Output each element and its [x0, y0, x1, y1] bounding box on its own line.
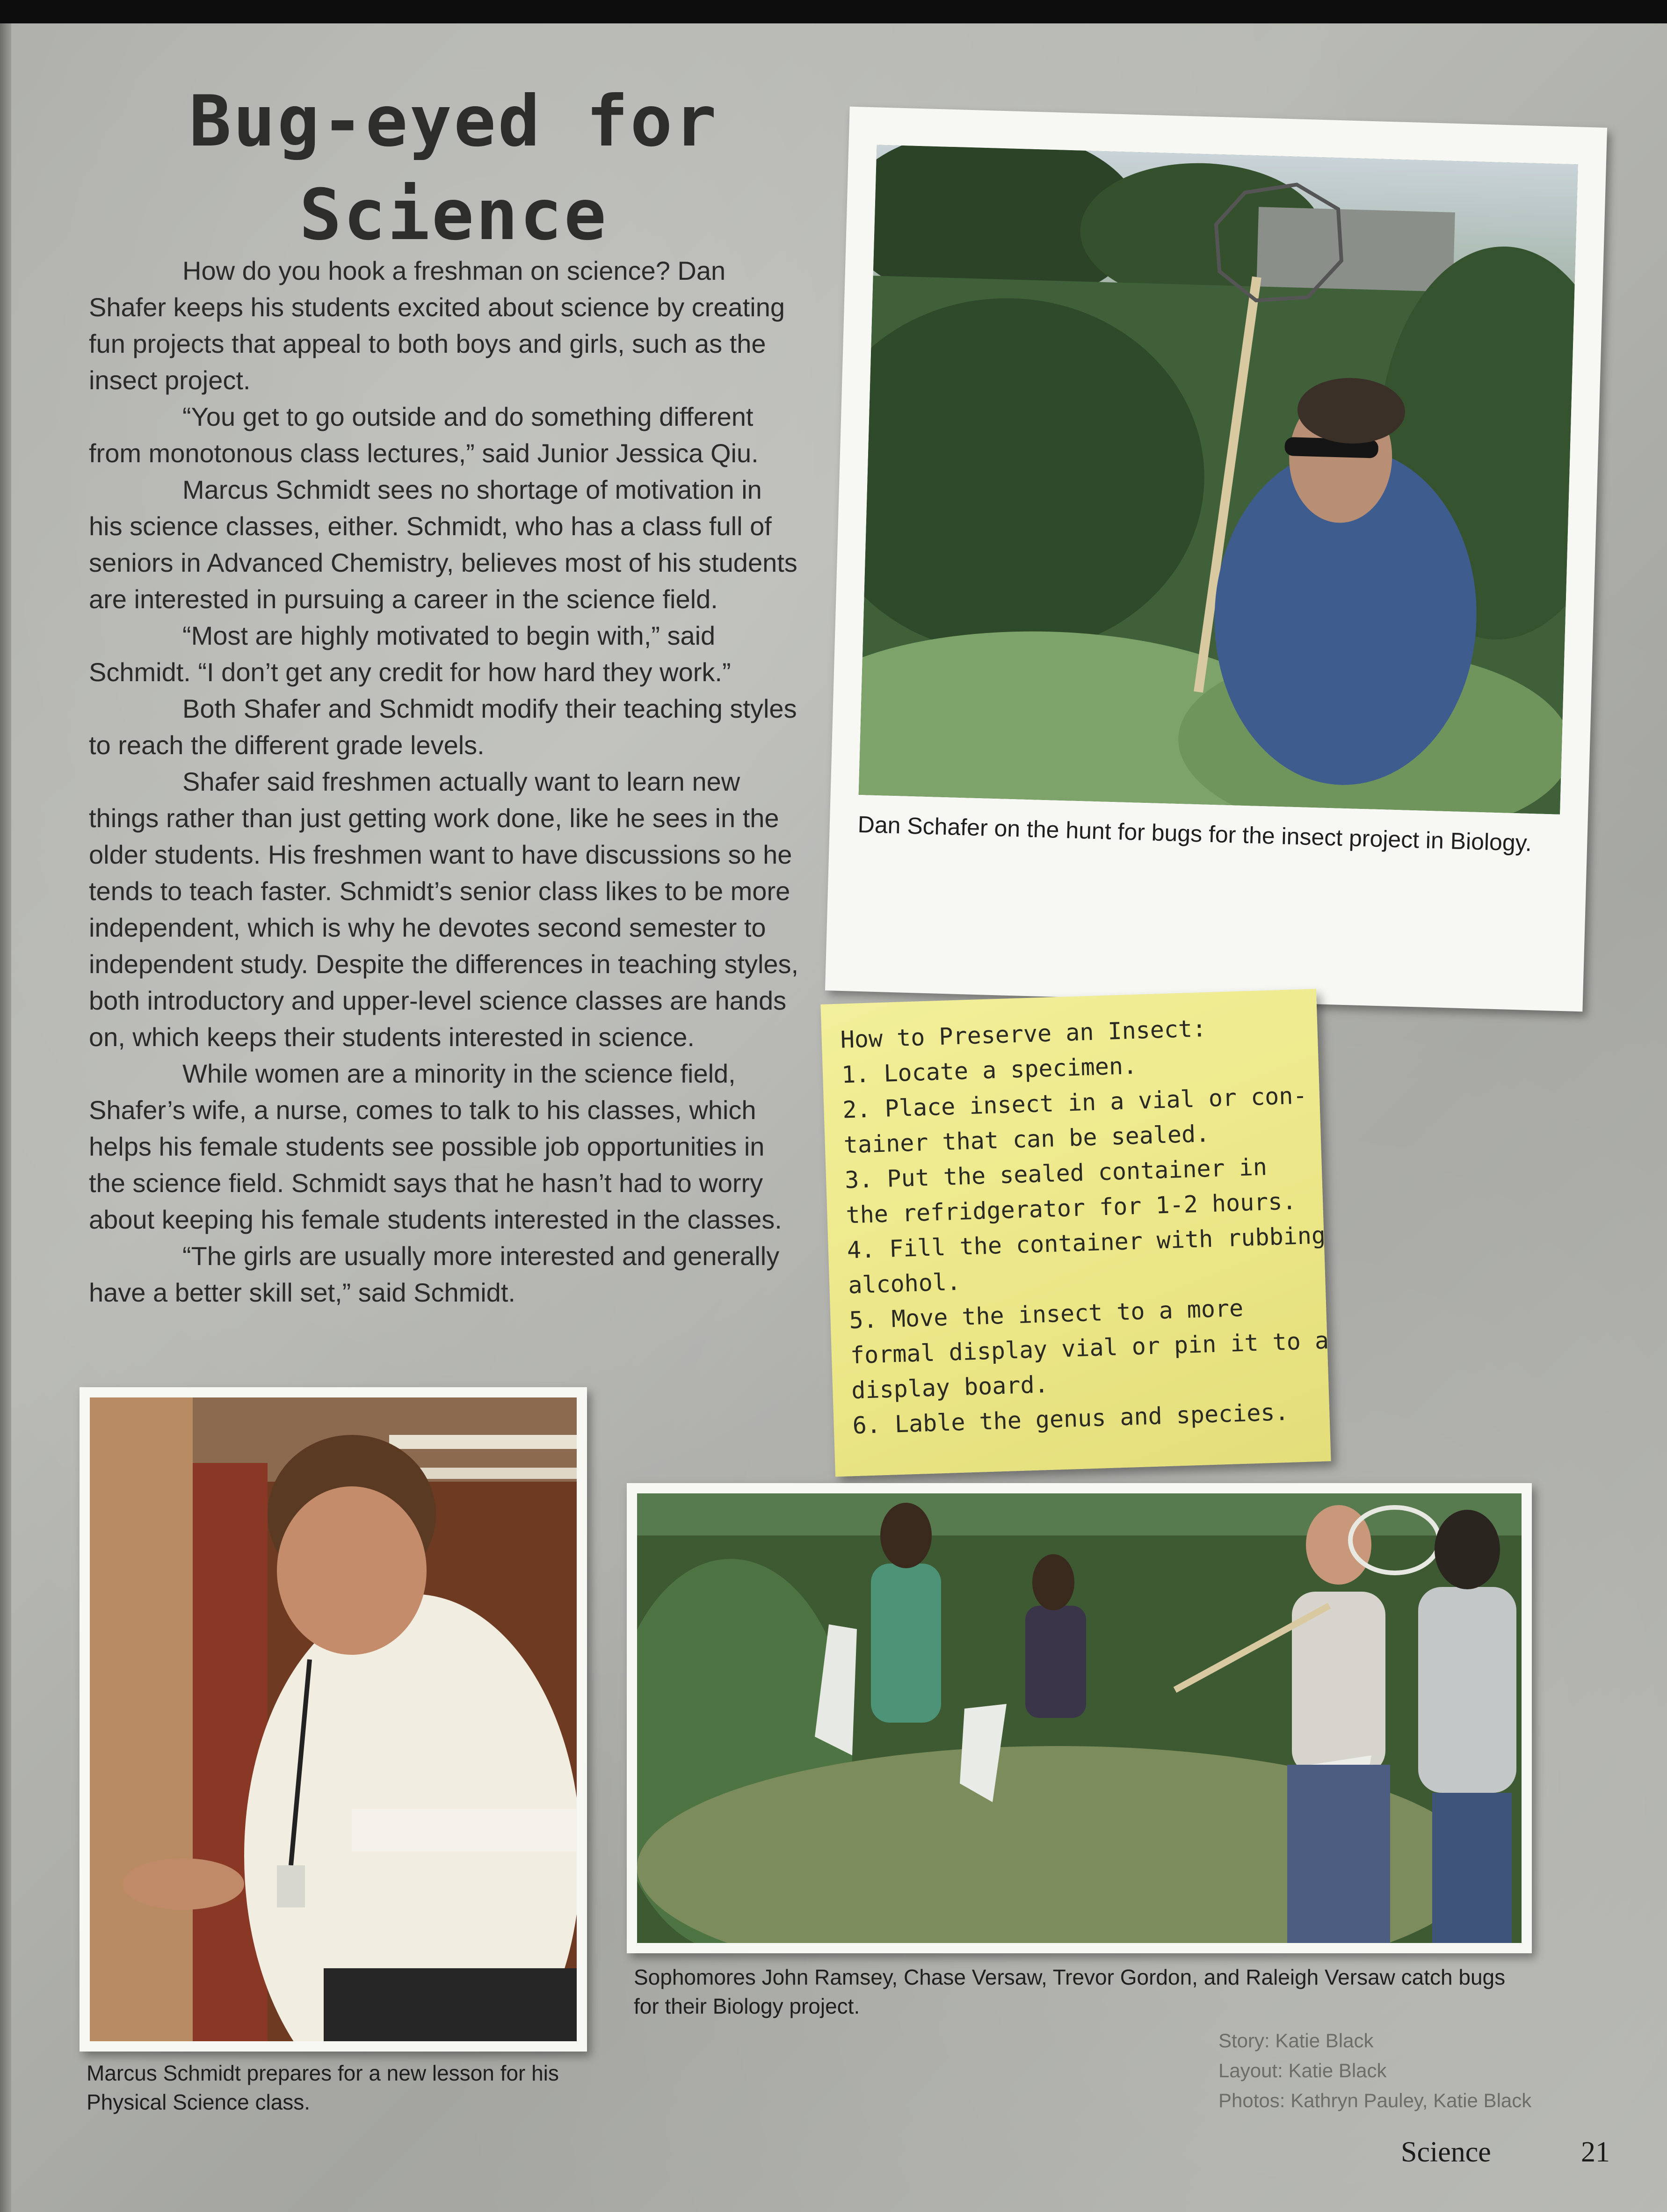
- photo-dan-schafer-frame: [825, 107, 1607, 1011]
- article-paragraph: Both Shafer and Schmidt modify their teaching styles to reach the different grade levels.: [89, 694, 797, 760]
- photo-dan-schafer: [859, 145, 1578, 814]
- article-paragraph: Shafer said freshmen actually want to learn new things rather than just getting work done, like he sees in the older students. His freshmen want to have discussions so he tends to teach faster. Schmidt’s senior class likes to be more independent, which is why he devotes second semester to independent study. Despite the differences in teaching styles, both introductory and upper-level science classes are hands on, which keeps their students interested in science.: [89, 767, 799, 1052]
- sticky-note-line: alcohol.: [848, 1268, 961, 1299]
- photo-marcus-schmidt-frame: [80, 1387, 587, 2052]
- credit-story: Story: Katie Black: [1218, 2030, 1374, 2052]
- sticky-note-text: [840, 1008, 1329, 1443]
- photo-sophomores-image: [637, 1493, 1522, 1943]
- article-paragraph: While women are a minority in the science field, Shafer’s wife, a nurse, comes to talk to his classes, which helps his female students see possible job opportunities in the science field. Schmidt says that he hasn’t had to worry about keeping his female students interested in the classes.: [89, 1059, 782, 1234]
- sticky-note-line: 3. Put the sealed container in: [844, 1153, 1268, 1194]
- photo-sophomores-frame: [627, 1483, 1532, 1953]
- sticky-note-line: 5. Move the insect to a more: [848, 1294, 1244, 1334]
- page-left-edge: [0, 23, 11, 2212]
- sticky-note-line: 6. Lable the genus and species.: [852, 1398, 1290, 1440]
- article-paragraph: “You get to go outside and do something different from monotonous class lectures,” said Junior Jessica Qiu.: [89, 402, 759, 468]
- article-title: Bug-eyed for Science: [189, 81, 718, 256]
- credit-photos: Photos: Kathryn Pauley, Katie Black: [1218, 2089, 1532, 2111]
- scan-top-edge: [0, 0, 1667, 23]
- credit-layout: Layout: Katie Black: [1218, 2059, 1387, 2081]
- sticky-note-line: 1. Locate a specimen.: [841, 1052, 1138, 1089]
- photo-dan-schafer-caption: Dan Schafer on the hunt for bugs for the insect project in Biology.: [857, 811, 1532, 857]
- photo-sophomores: [637, 1493, 1522, 1943]
- sticky-note-line: tainer that can be sealed.: [843, 1120, 1210, 1159]
- article-paragraph: How do you hook a freshman on science? Dan Shafer keeps his students excited about science by creating fun projects that appeal to both boys and girls, such as the insect project.: [89, 256, 785, 395]
- article-body: [89, 253, 800, 1366]
- sticky-note-line: formal display vial or pin it to a: [850, 1327, 1329, 1369]
- photo-marcus-schmidt: [90, 1397, 577, 2041]
- page-credits: [1218, 2026, 1546, 2116]
- sticky-note-line: the refridgerator for 1-2 hours.: [845, 1187, 1297, 1229]
- photo-sophomores-caption: Sophomores John Ramsey, Chase Versaw, Trevor Gordon, and Raleigh Versaw catch bugs for their Biology project.: [634, 1965, 1506, 2018]
- footer-page-number: 21: [1581, 2136, 1610, 2168]
- footer-section-name: Science: [1401, 2136, 1491, 2168]
- sticky-note-insect-steps: [820, 989, 1331, 1477]
- sticky-note-line: 2. Place insect in a vial or con-: [842, 1082, 1308, 1124]
- photo-dan-schafer-image: [859, 145, 1578, 814]
- photo-marcus-schmidt-image: [90, 1397, 577, 2041]
- article-paragraph: “The girls are usually more interested and generally have a better skill set,” said Schmidt.: [89, 1241, 780, 1307]
- photo-marcus-schmidt-caption: Marcus Schmidt prepares for a new lesson for his Physical Science class.: [87, 2061, 559, 2114]
- article-paragraph: “Most are highly motivated to begin with,” said Schmidt. “I don’t get any credit for how hard they work.”: [89, 621, 731, 687]
- sticky-note-heading: How to Preserve an Insect:: [840, 1015, 1207, 1054]
- article-paragraph: Marcus Schmidt sees no shortage of motivation in his science classes, either. Schmidt, who has a class full of seniors in Advanced Chemistry, believes most of his students are interested in pursuing a career in the science field.: [89, 475, 797, 614]
- sticky-note-line: display board.: [851, 1371, 1049, 1404]
- sticky-note-line: 4. Fill the container with rubbing: [847, 1222, 1326, 1264]
